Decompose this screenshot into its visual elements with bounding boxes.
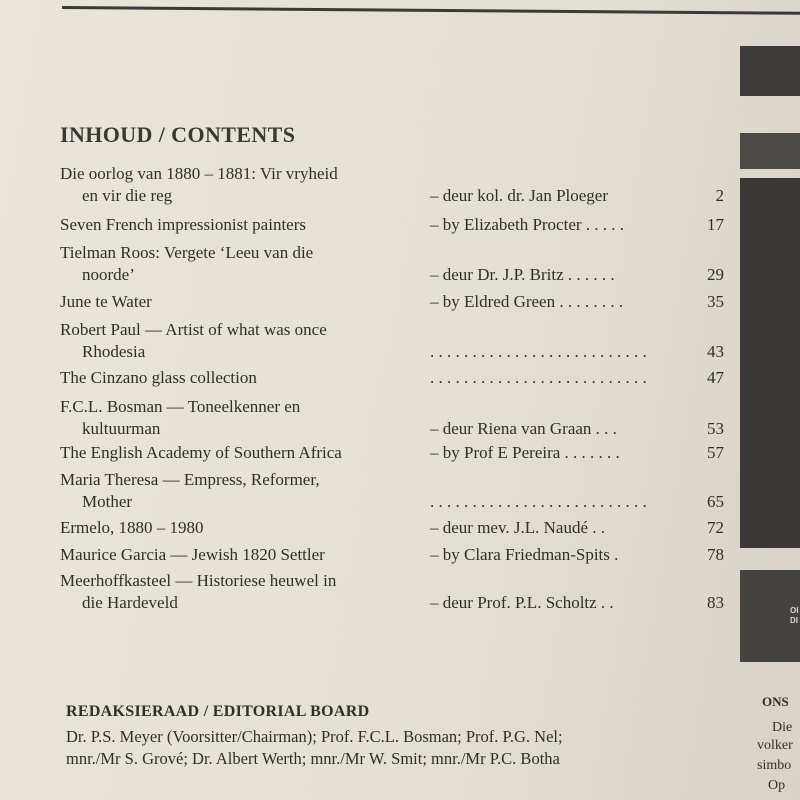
- toc-entry-page-number: 72: [707, 518, 724, 537]
- toc-entry-author: – deur Dr. J.P. Britz . . . . . .: [430, 265, 615, 284]
- toc-entry-page-number: 78: [707, 545, 724, 564]
- toc-entry-author: – by Eldred Green . . . . . . . .: [430, 292, 624, 311]
- board-line: Dr. P.S. Meyer (Voorsitter/Chairman); Prof. F.C.L. Bosman; Prof. P.G. Nel;: [66, 727, 563, 746]
- toc-entry-title: Ermelo, 1880 – 1980: [60, 518, 204, 537]
- board-line: mnr./Mr S. Grové; Dr. Albert Werth; mnr./Mr W. Smit; mnr./Mr P.C. Botha: [66, 749, 560, 768]
- toc-entry-author: – by Clara Friedman-Spits .: [430, 545, 619, 564]
- toc-entry-author: – deur kol. dr. Jan Ploeger: [430, 186, 608, 205]
- toc-entry-title-continued: noorde’: [82, 265, 135, 284]
- toc-entry-author: – deur mev. J.L. Naudé . .: [430, 518, 605, 537]
- toc-entry-title: Robert Paul — Artist of what was once: [60, 320, 327, 339]
- edge-caption: OI DI: [790, 606, 799, 625]
- edge-image-block: [740, 46, 800, 96]
- edge-text: simbo: [757, 758, 792, 773]
- edge-text: Die: [772, 720, 793, 735]
- toc-entry-title: Seven French impressionist painters: [60, 215, 306, 234]
- toc-entry-title: Maurice Garcia — Jewish 1820 Settler: [60, 545, 325, 564]
- toc-entry-title-continued: kultuurman: [82, 419, 161, 438]
- toc-entry-page-number: 57: [707, 443, 724, 462]
- edge-image-block: [740, 178, 800, 548]
- toc-entry-title: Tielman Roos: Vergete ‘Leeu van die: [60, 243, 314, 262]
- contents-heading: INHOUD / CONTENTS: [60, 122, 296, 147]
- toc-entry-title-continued: Mother: [82, 492, 133, 511]
- toc-entry-page-number: 17: [707, 215, 724, 234]
- toc-entry-title-continued: Rhodesia: [82, 342, 146, 361]
- toc-entry-author: – deur Prof. P.L. Scholtz . .: [430, 593, 614, 612]
- toc-entry-title-continued: en vir die reg: [82, 186, 173, 205]
- toc-entry-page-number: 65: [707, 492, 724, 511]
- edge-image-block: [740, 133, 800, 169]
- toc-entry-title: F.C.L. Bosman — Toneelkenner en: [60, 397, 301, 416]
- toc-entry-author: – by Elizabeth Procter . . . . .: [430, 215, 625, 234]
- toc-entry-page-number: 83: [707, 593, 724, 612]
- toc-entry-title: The Cinzano glass collection: [60, 368, 257, 387]
- toc-entry-author: . . . . . . . . . . . . . . . . . . . . . . . . . .: [430, 342, 647, 361]
- toc-entry-page-number: 2: [715, 186, 724, 205]
- toc-entry-page-number: 47: [707, 368, 724, 387]
- toc-entry-title-continued: die Hardeveld: [82, 593, 178, 612]
- toc-entry-author: . . . . . . . . . . . . . . . . . . . . . . . . . .: [430, 368, 647, 387]
- toc-entry-title: June te Water: [60, 292, 152, 311]
- toc-entry-page-number: 43: [707, 342, 724, 361]
- toc-entry-title: The English Academy of Southern Africa: [60, 443, 342, 462]
- toc-entry-title: Maria Theresa — Empress, Reformer,: [60, 470, 320, 489]
- toc-entry-page-number: 53: [707, 419, 724, 438]
- toc-entry-page-number: 29: [707, 265, 724, 284]
- toc-entry-title: Meerhoffkasteel — Historiese heuwel in: [60, 571, 337, 590]
- edge-text: Op: [768, 778, 786, 793]
- edge-text: volker: [757, 738, 793, 753]
- edge-heading: ONS: [762, 694, 789, 709]
- toc-entry-author: . . . . . . . . . . . . . . . . . . . . . . . . . .: [430, 492, 647, 511]
- editorial-board-title: REDAKSIERAAD / EDITORIAL BOARD: [66, 703, 370, 720]
- toc-entry-title: Die oorlog van 1880 – 1881: Vir vryheid: [60, 164, 338, 183]
- editorial-board-members: [66, 726, 736, 770]
- toc-entry-page-number: 35: [707, 292, 724, 311]
- toc-entry-author: – by Prof E Pereira . . . . . . .: [430, 443, 620, 462]
- toc-entry-author: – deur Riena van Graan . . .: [430, 419, 617, 438]
